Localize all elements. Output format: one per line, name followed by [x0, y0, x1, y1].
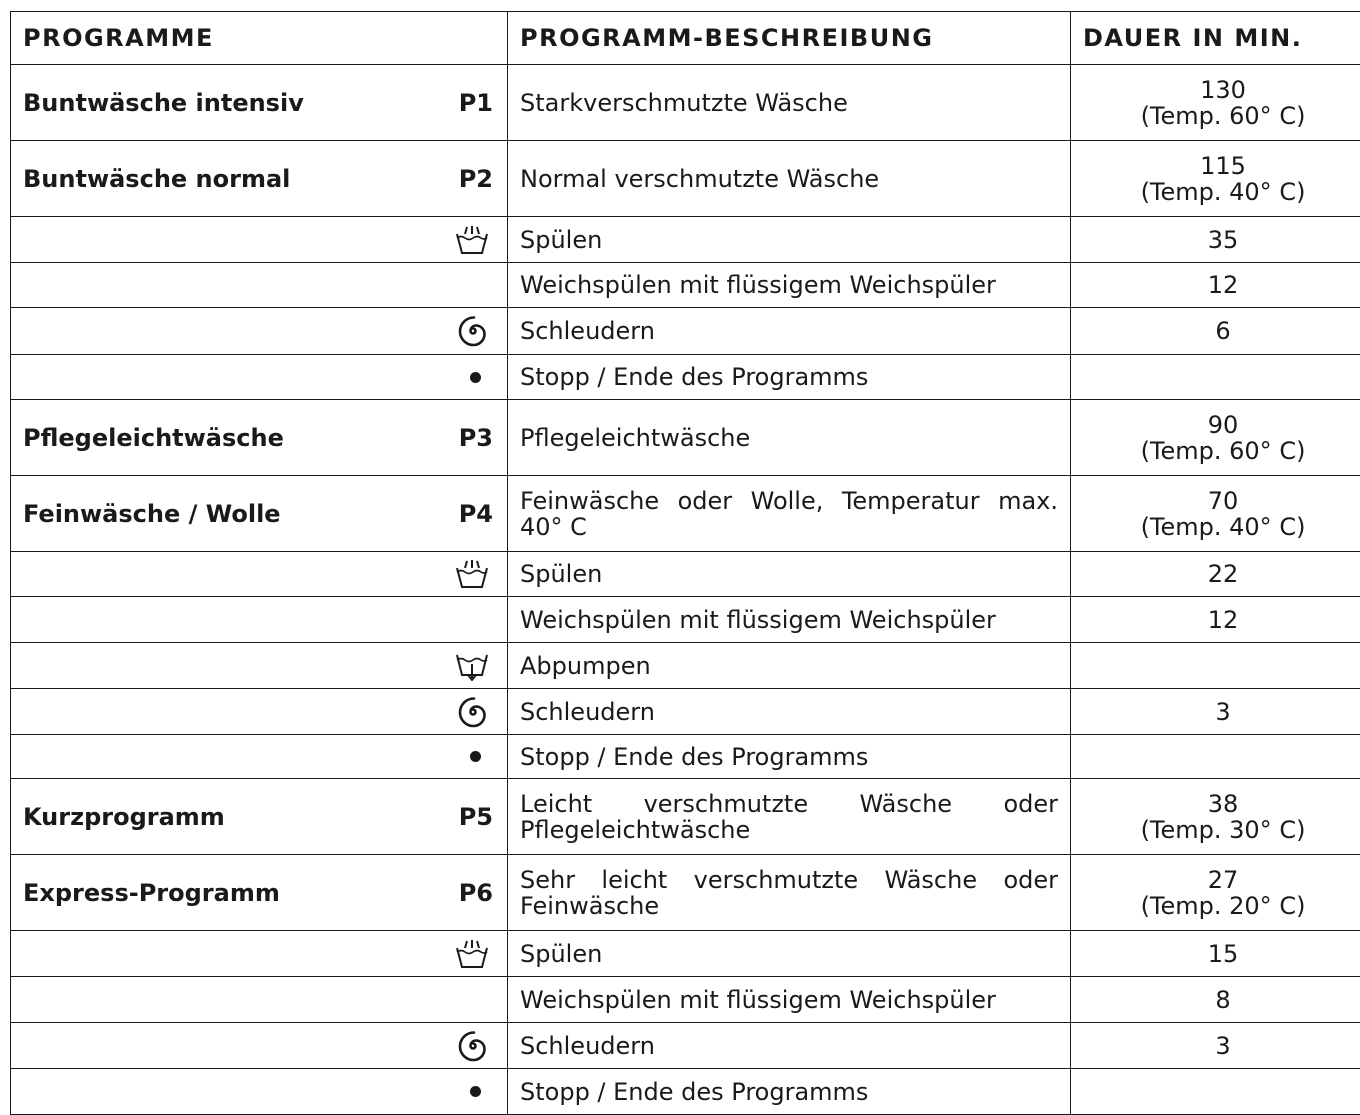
description-cell: Stopp / Ende des Programms — [508, 735, 1071, 779]
table-row — [11, 308, 1360, 355]
program-code: P6 — [459, 880, 493, 906]
duration-value: 130 — [1083, 77, 1360, 103]
header-programme: PROGRAMME — [11, 12, 508, 65]
description-cell: Weichspülen mit flüssigem Weichspüler — [508, 977, 1071, 1023]
program-name: Buntwäsche normal — [23, 166, 290, 192]
table-row — [11, 931, 1360, 977]
stop-dot-icon — [470, 372, 481, 383]
program-name: Express-Programm — [23, 880, 280, 906]
description-cell: Spülen — [508, 552, 1071, 597]
icon-cell — [11, 308, 508, 355]
duration-cell — [1071, 65, 1360, 141]
description-cell: Leicht verschmutzte Wäsche oder Pflegeleichtwäsche — [508, 779, 1071, 855]
rinse-icon — [455, 559, 489, 589]
program-cell — [11, 855, 508, 931]
program-code: P4 — [459, 501, 493, 527]
duration-cell — [1071, 643, 1360, 689]
duration-cell: 6 — [1071, 308, 1360, 355]
icon-cell — [11, 552, 508, 597]
description-cell: Spülen — [508, 931, 1071, 977]
duration-value: 27 — [1083, 867, 1360, 893]
icon-cell — [11, 1069, 508, 1115]
table-row — [11, 217, 1360, 263]
icon-cell — [11, 597, 508, 643]
program-code: P5 — [459, 804, 493, 830]
table-row — [11, 735, 1360, 779]
stop-dot-icon — [470, 751, 481, 762]
table-row — [11, 689, 1360, 735]
duration-cell: 8 — [1071, 977, 1360, 1023]
icon-cell — [11, 735, 508, 779]
duration-temp: (Temp. 60° C) — [1083, 103, 1360, 129]
duration-cell: 22 — [1071, 552, 1360, 597]
duration-temp: (Temp. 30° C) — [1083, 817, 1360, 843]
duration-cell: 3 — [1071, 689, 1360, 735]
program-table — [10, 11, 1360, 1115]
spin-icon — [457, 696, 489, 728]
duration-cell — [1071, 400, 1360, 476]
table-row — [11, 263, 1360, 308]
duration-cell — [1071, 476, 1360, 552]
spin-icon — [457, 315, 489, 347]
duration-temp: (Temp. 40° C) — [1083, 179, 1360, 205]
drain-icon — [455, 651, 489, 681]
icon-cell — [11, 263, 508, 308]
description-cell: Stopp / Ende des Programms — [508, 355, 1071, 400]
duration-cell: 12 — [1071, 597, 1360, 643]
table-row — [11, 977, 1360, 1023]
description-cell: Schleudern — [508, 1023, 1071, 1069]
duration-cell: 12 — [1071, 263, 1360, 308]
description-cell: Sehr leicht verschmutzte Wäsche oder Feinwäsche — [508, 855, 1071, 931]
description-cell: Normal verschmutzte Wäsche — [508, 141, 1071, 217]
rinse-icon — [455, 939, 489, 969]
program-cell — [11, 65, 508, 141]
duration-cell — [1071, 141, 1360, 217]
duration-value: 70 — [1083, 488, 1360, 514]
header-description: PROGRAMM-BESCHREIBUNG — [508, 12, 1071, 65]
icon-cell — [11, 689, 508, 735]
table-row — [11, 1069, 1360, 1115]
table-row — [11, 779, 1360, 855]
program-cell — [11, 779, 508, 855]
icon-cell — [11, 931, 508, 977]
table-row — [11, 643, 1360, 689]
icon-cell — [11, 643, 508, 689]
duration-cell: 3 — [1071, 1023, 1360, 1069]
program-name: Kurzprogramm — [23, 804, 225, 830]
icon-cell — [11, 355, 508, 400]
duration-temp: (Temp. 40° C) — [1083, 514, 1360, 540]
header-duration: DAUER IN MIN. — [1071, 12, 1360, 65]
duration-temp: (Temp. 60° C) — [1083, 438, 1360, 464]
description-cell: Schleudern — [508, 308, 1071, 355]
description-cell: Schleudern — [508, 689, 1071, 735]
table-row — [11, 597, 1360, 643]
icon-cell — [11, 977, 508, 1023]
duration-cell — [1071, 1069, 1360, 1115]
table-row — [11, 141, 1360, 217]
description-cell: Weichspülen mit flüssigem Weichspüler — [508, 263, 1071, 308]
duration-cell: 15 — [1071, 931, 1360, 977]
duration-cell — [1071, 855, 1360, 931]
program-cell — [11, 476, 508, 552]
table-row — [11, 355, 1360, 400]
program-name: Feinwäsche / Wolle — [23, 501, 281, 527]
spin-icon — [457, 1030, 489, 1062]
program-code: P2 — [459, 166, 493, 192]
description-cell: Feinwäsche oder Wolle, Temperatur max. 40° C — [508, 476, 1071, 552]
description-cell: Stopp / Ende des Programms — [508, 1069, 1071, 1115]
description-cell: Pflegeleichtwäsche — [508, 400, 1071, 476]
program-code: P1 — [459, 90, 493, 116]
description-cell: Spülen — [508, 217, 1071, 263]
description-cell: Abpumpen — [508, 643, 1071, 689]
duration-temp: (Temp. 20° C) — [1083, 893, 1360, 919]
duration-cell — [1071, 779, 1360, 855]
duration-cell: 35 — [1071, 217, 1360, 263]
stop-dot-icon — [470, 1086, 481, 1097]
table-row — [11, 552, 1360, 597]
description-cell: Weichspülen mit flüssigem Weichspüler — [508, 597, 1071, 643]
program-cell — [11, 400, 508, 476]
icon-cell — [11, 1023, 508, 1069]
duration-value: 38 — [1083, 791, 1360, 817]
header-row — [11, 12, 1360, 65]
rinse-icon — [455, 225, 489, 255]
duration-value: 115 — [1083, 153, 1360, 179]
program-name: Buntwäsche intensiv — [23, 90, 304, 116]
table-row — [11, 65, 1360, 141]
table-row — [11, 476, 1360, 552]
table-row — [11, 855, 1360, 931]
description-cell: Starkverschmutzte Wäsche — [508, 65, 1071, 141]
icon-cell — [11, 217, 508, 263]
table-row — [11, 1023, 1360, 1069]
program-name: Pflegeleichtwäsche — [23, 425, 284, 451]
duration-value: 90 — [1083, 412, 1360, 438]
table-row — [11, 400, 1360, 476]
program-code: P3 — [459, 425, 493, 451]
duration-cell — [1071, 355, 1360, 400]
program-cell — [11, 141, 508, 217]
duration-cell — [1071, 735, 1360, 779]
